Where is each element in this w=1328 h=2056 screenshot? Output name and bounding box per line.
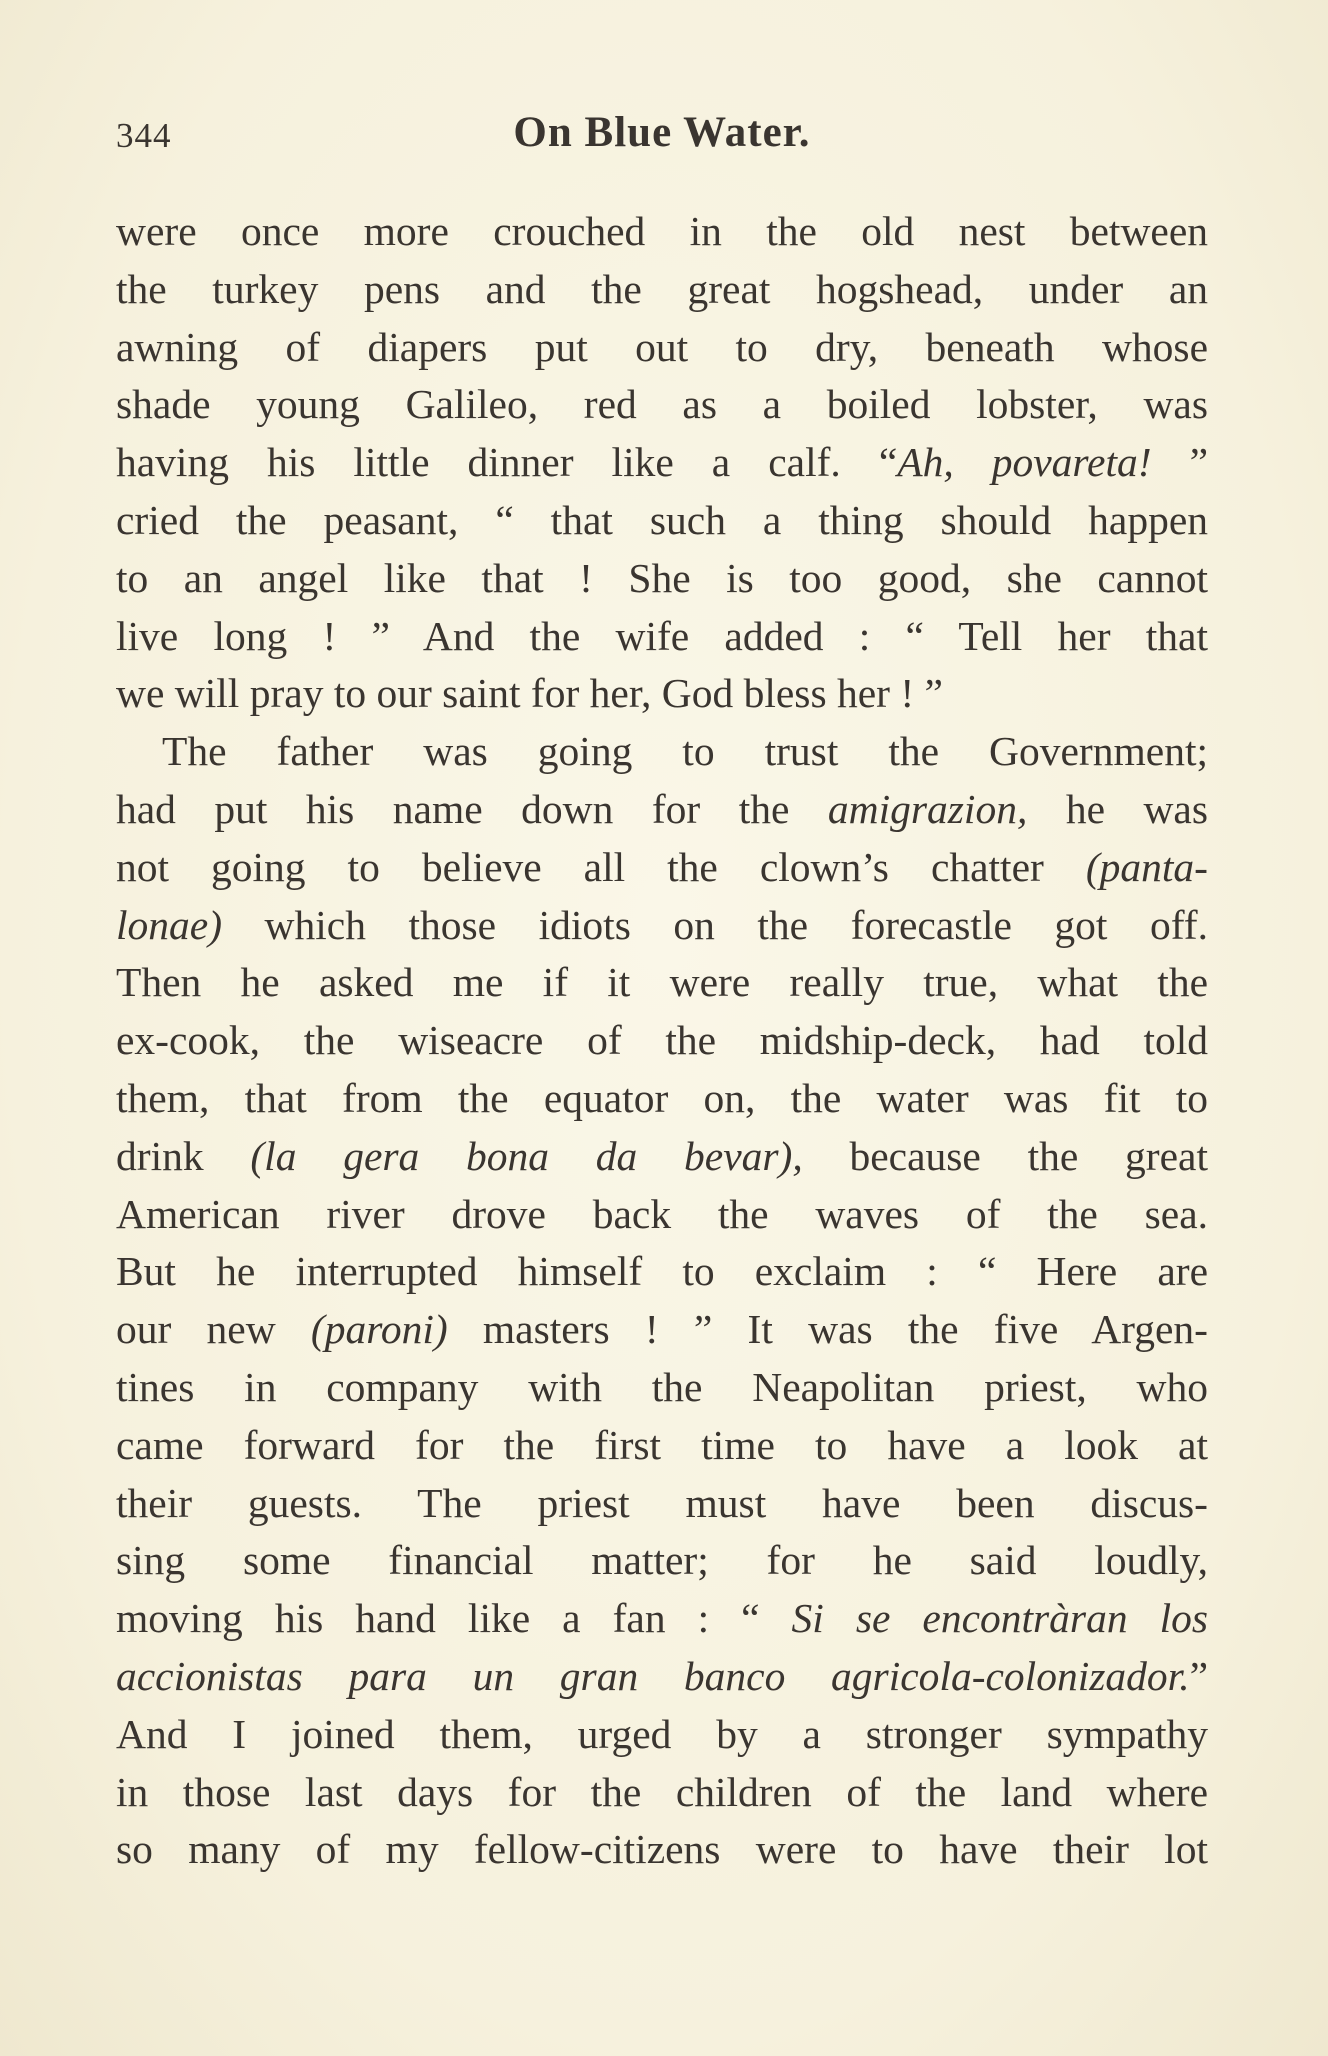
text-line: came forward for the first time to have a look at — [116, 1421, 1208, 1468]
text-line: so many of my fellow-citizens were to have their lot — [116, 1826, 1208, 1873]
page-number: 344 — [116, 116, 172, 155]
text-line: the turkey pens and the great hogshead, under an — [116, 265, 1208, 312]
text-line: were once more crouched in the old nest between — [116, 208, 1208, 254]
text-line: tines in company with the Neapolitan priest, who — [116, 1363, 1208, 1410]
text-line: lonae) which those idiots on the forecastle got off. — [116, 901, 1208, 948]
text-line: we will pray to our saint for her, God bless her ! ” — [116, 670, 943, 717]
page-header — [116, 108, 1208, 168]
text-line: The father was going to trust the Government; — [162, 728, 1208, 775]
text-line: shade young Galileo, red as a boiled lobster, was — [116, 381, 1208, 428]
text-line: in those last days for the children of the land where — [116, 1768, 1208, 1815]
running-title: On Blue Water. — [513, 109, 811, 156]
text-line: having his little dinner like a calf. “Ah, povareta! ” — [116, 439, 1208, 486]
text-line: had put his name down for the amigrazion, he was — [116, 785, 1208, 832]
text-line: our new (paroni) masters ! ” It was the five Argen- — [116, 1306, 1208, 1353]
text-line: them, that from the equator on, the water was fit to — [116, 1074, 1208, 1121]
text-line: not going to believe all the clown’s chatter (panta- — [116, 843, 1208, 890]
text-line: sing some financial matter; for he said loudly, — [116, 1537, 1208, 1584]
text-line: cried the peasant, “ that such a thing should happen — [116, 496, 1208, 543]
text-line: moving his hand like a fan : “ Si se encontràran los — [116, 1595, 1209, 1642]
text-line: accionistas para un gran banco agricola-colonizador.” — [116, 1652, 1208, 1699]
text-line: ex-cook, the wiseacre of the midship-deck, had told — [116, 1017, 1208, 1064]
text-line: to an angel like that ! She is too good, she cannot — [116, 554, 1208, 601]
text-line: drink (la gera bona da bevar), because the great — [116, 1132, 1208, 1179]
text-line: And I joined them, urged by a stronger sympathy — [116, 1710, 1208, 1757]
text-line: their guests. The priest must have been discus- — [116, 1479, 1208, 1526]
text-line: live long ! ” And the wife added : “ Tell her that — [116, 612, 1208, 659]
body-text — [116, 203, 1208, 1879]
text-line: Then he asked me if it were really true, what the — [116, 959, 1208, 1006]
text-line: But he interrupted himself to exclaim : “ Here are — [116, 1248, 1208, 1295]
text-line: awning of diapers put out to dry, beneath whose — [116, 323, 1208, 370]
text-line: American river drove back the waves of the sea. — [116, 1190, 1208, 1237]
